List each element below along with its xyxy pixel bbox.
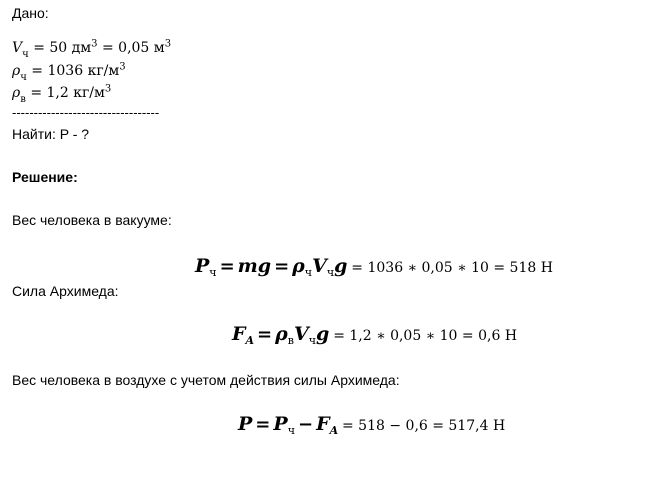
f2-V: V [293, 323, 309, 345]
density-human-exp: 3 [119, 61, 126, 73]
f3-P: P [238, 413, 253, 435]
given-density-air [12, 83, 112, 106]
f1-eq2: = [274, 256, 290, 277]
density-air-exp: 3 [104, 83, 112, 95]
f2-rho-sub: в [287, 333, 294, 347]
f2-eq1: = [257, 324, 273, 345]
given-title: Дано: [12, 5, 49, 21]
f1-P: P [195, 255, 210, 277]
density-human-symbol: ρ [12, 63, 21, 79]
f2-F-sub: A [245, 333, 255, 347]
f1-P-sub: ч [209, 265, 217, 279]
density-air-value: = 1,2 кг/м [25, 85, 105, 101]
f3-F: F [316, 413, 330, 435]
f2-V-sub: ч [308, 333, 317, 347]
f2-g: g [316, 323, 330, 345]
density-human-subscript: ч [20, 72, 27, 84]
formula-archimedes [232, 321, 517, 349]
formula-weight-air [238, 411, 505, 439]
f1-mg: mg [237, 255, 272, 277]
f1-V: V [312, 255, 327, 277]
volume-value-m: = 0,05 м [97, 40, 165, 56]
f1-V-sub: ч [326, 265, 335, 279]
f3-eq1: = [255, 414, 271, 435]
divider-line: ---------------------------------- [12, 105, 160, 120]
volume-symbol: V [12, 40, 23, 56]
density-human-value: = 1036 кг/м [26, 63, 120, 79]
f3-minus: − [297, 414, 314, 435]
density-air-subscript: в [20, 94, 26, 106]
volume-exp-m: 3 [164, 38, 172, 50]
weight-air-label: Вес человека в воздухе с учетом действия силы Архимеда: [12, 372, 400, 388]
f3-result: = 518 − 0,6 = 517,4 Н [342, 418, 506, 434]
f2-result: = 1,2 ∗ 0,05 ∗ 10 = 0,6 Н [333, 328, 518, 344]
f1-rho: ρ [292, 255, 305, 277]
volume-exp-dm: 3 [91, 38, 98, 50]
f3-F-sub: A [329, 423, 339, 437]
f2-rho: ρ [275, 323, 288, 345]
f1-eq1: = [219, 256, 235, 277]
f3-P2-sub: ч [287, 423, 295, 437]
volume-subscript: ч [22, 49, 29, 61]
formula-weight-vacuum [195, 253, 553, 281]
density-air-symbol: ρ [12, 85, 21, 101]
f1-g: g [334, 255, 348, 277]
f2-F: F [232, 323, 246, 345]
weight-vacuum-label: Вес человека в вакууме: [12, 212, 172, 228]
given-density-human [12, 61, 126, 84]
f1-rho-sub: ч [304, 265, 313, 279]
volume-value-dm: = 50 дм [28, 40, 92, 56]
archimedes-label: Сила Архимеда: [12, 283, 119, 299]
find-text: Найти: P - ? [12, 126, 90, 142]
f3-P2: P [273, 413, 288, 435]
given-volume [12, 38, 172, 61]
f1-result: = 1036 ∗ 0,05 ∗ 10 = 518 Н [351, 260, 553, 276]
solution-heading: Решение: [12, 169, 78, 185]
